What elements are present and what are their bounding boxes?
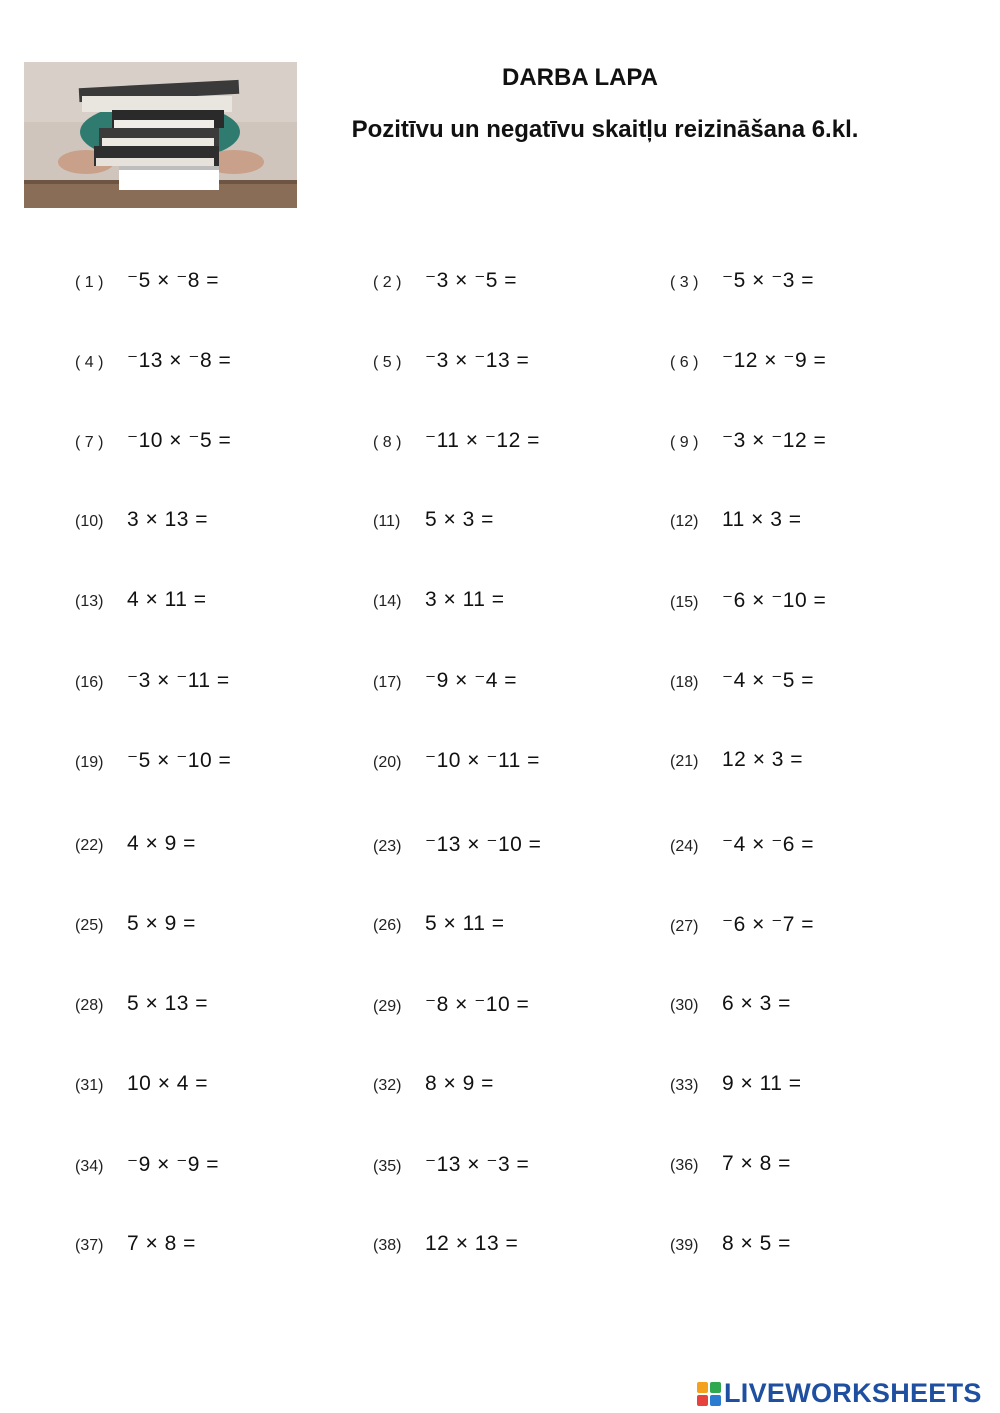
problem-item <box>373 588 505 612</box>
problem-expression: ⁻13 × ⁻3 = <box>425 1153 530 1176</box>
problem-expression: ⁻5 × ⁻8 = <box>127 269 220 292</box>
problem-number: (10) <box>75 513 104 530</box>
problem-number: ( 9 ) <box>670 434 699 451</box>
problem-expression: ⁻6 × ⁻7 = <box>722 913 815 936</box>
problem-number: (26) <box>373 917 402 934</box>
problem-item <box>75 588 207 612</box>
problem-number: (32) <box>373 1077 402 1094</box>
problem-number: (36) <box>670 1157 699 1174</box>
problem-number: (25) <box>75 917 104 934</box>
problem-expression: ⁻6 × ⁻10 = <box>722 589 827 612</box>
liveworksheets-logo-icon <box>697 1382 721 1406</box>
problem-number: (27) <box>670 918 699 935</box>
problem-number: ( 7 ) <box>75 434 104 451</box>
problem-item <box>670 428 826 453</box>
problem-expression: 5 × 13 = <box>127 992 209 1015</box>
problem-expression: ⁻10 × ⁻5 = <box>127 429 232 452</box>
problem-item <box>373 748 540 773</box>
problem-expression: 11 × 3 = <box>722 508 802 531</box>
problem-number: ( 3 ) <box>670 274 699 291</box>
problem-item <box>75 832 196 856</box>
problem-number: (18) <box>670 674 699 691</box>
problem-number: (16) <box>75 674 104 691</box>
problem-number: (22) <box>75 837 104 854</box>
problem-number: (11) <box>373 513 401 530</box>
problem-number: ( 4 ) <box>75 354 104 371</box>
page-title: DARBA LAPA <box>502 64 658 91</box>
problem-expression: 12 × 3 = <box>722 748 804 771</box>
problem-number: ( 6 ) <box>670 354 699 371</box>
problem-expression: ⁻8 × ⁻10 = <box>425 993 530 1016</box>
problem-number: ( 1 ) <box>75 274 104 291</box>
problem-number: ( 8 ) <box>373 434 402 451</box>
problem-number: (38) <box>373 1237 402 1254</box>
problem-item <box>670 348 826 373</box>
problem-number: (14) <box>373 593 402 610</box>
problem-number: (39) <box>670 1237 699 1254</box>
problem-item <box>373 268 517 293</box>
problem-number: (13) <box>75 593 104 610</box>
problem-number: (15) <box>670 594 699 611</box>
problem-expression: 5 × 3 = <box>425 508 494 531</box>
problem-item <box>670 1072 802 1096</box>
problem-expression: 9 × 11 = <box>722 1072 802 1095</box>
problem-item <box>373 508 494 532</box>
problem-number: (30) <box>670 997 699 1014</box>
problem-item <box>75 912 196 936</box>
problem-expression: ⁻9 × ⁻9 = <box>127 1153 220 1176</box>
problem-number: (19) <box>75 754 104 771</box>
problem-number: (23) <box>373 838 402 855</box>
problem-number: (21) <box>670 753 699 770</box>
problem-item <box>75 348 231 373</box>
problem-number: (12) <box>670 513 699 530</box>
problem-expression: ⁻13 × ⁻8 = <box>127 349 232 372</box>
problem-item <box>373 1072 494 1096</box>
problem-item <box>373 1232 518 1256</box>
problem-number: (33) <box>670 1077 699 1094</box>
problem-item <box>75 428 231 453</box>
problem-expression: ⁻3 × ⁻11 = <box>127 669 230 692</box>
problem-item <box>670 588 826 613</box>
problem-item <box>75 668 230 693</box>
problem-expression: 8 × 5 = <box>722 1232 791 1255</box>
problem-number: ( 5 ) <box>373 354 402 371</box>
problem-item <box>373 832 541 857</box>
problem-item <box>373 348 529 373</box>
problem-item <box>75 1072 208 1096</box>
problem-number: ( 2 ) <box>373 274 402 291</box>
problem-expression: ⁻13 × ⁻10 = <box>425 833 542 856</box>
problem-item <box>670 1232 791 1256</box>
problem-item <box>75 1152 219 1177</box>
problem-expression: ⁻3 × ⁻13 = <box>425 349 530 372</box>
problem-number: (31) <box>75 1077 104 1094</box>
problem-number: (34) <box>75 1158 104 1175</box>
problem-item <box>670 668 814 693</box>
problem-expression: ⁻12 × ⁻9 = <box>722 349 827 372</box>
problem-number: (29) <box>373 998 402 1015</box>
problem-expression: 7 × 8 = <box>722 1152 791 1175</box>
problem-item <box>75 268 219 293</box>
liveworksheets-logo[interactable] <box>697 1378 982 1409</box>
problem-number: (24) <box>670 838 699 855</box>
problem-expression: 10 × 4 = <box>127 1072 209 1095</box>
problem-expression: 12 × 13 = <box>425 1232 519 1255</box>
problem-expression: 3 × 13 = <box>127 508 209 531</box>
problem-item <box>670 832 814 857</box>
problem-expression: ⁻4 × ⁻6 = <box>722 833 815 856</box>
problem-expression: 3 × 11 = <box>425 588 505 611</box>
problem-item <box>670 508 802 532</box>
page-subtitle: Pozitīvu un negatīvu skaitļu reizināšana 6.kl. <box>351 116 859 143</box>
problem-number: (35) <box>373 1158 402 1175</box>
problem-number: (17) <box>373 674 402 691</box>
problem-expression: 5 × 11 = <box>425 912 505 935</box>
problem-expression: ⁻4 × ⁻5 = <box>722 669 815 692</box>
problem-expression: 4 × 11 = <box>127 588 207 611</box>
problem-expression: 8 × 9 = <box>425 1072 494 1095</box>
problem-expression: ⁻3 × ⁻12 = <box>722 429 827 452</box>
problem-item <box>670 912 814 937</box>
problem-number: (37) <box>75 1237 104 1254</box>
problem-item <box>373 1152 529 1177</box>
problem-item <box>670 268 814 293</box>
problem-item <box>670 1152 791 1176</box>
problem-number: (20) <box>373 754 402 771</box>
problem-item <box>373 912 505 936</box>
problem-item <box>75 1232 196 1256</box>
logo-text: LIVEWORKSHEETS <box>724 1378 982 1408</box>
problem-item <box>373 668 517 693</box>
problem-expression: 4 × 9 = <box>127 832 196 855</box>
problem-expression: ⁻9 × ⁻4 = <box>425 669 518 692</box>
problem-expression: 5 × 9 = <box>127 912 196 935</box>
problem-item <box>75 748 231 773</box>
problem-expression: ⁻3 × ⁻5 = <box>425 269 518 292</box>
problem-expression: ⁻5 × ⁻10 = <box>127 749 232 772</box>
problem-item <box>670 748 803 772</box>
problem-item <box>75 992 208 1016</box>
problem-item <box>75 508 208 532</box>
problem-expression: ⁻10 × ⁻11 = <box>425 749 540 772</box>
problem-item <box>373 428 540 453</box>
problem-item <box>670 992 791 1016</box>
problem-expression: 6 × 3 = <box>722 992 791 1015</box>
problem-number: (28) <box>75 997 104 1014</box>
problem-expression: ⁻11 × ⁻12 = <box>425 429 540 452</box>
problem-expression: ⁻5 × ⁻3 = <box>722 269 815 292</box>
problem-expression: 7 × 8 = <box>127 1232 196 1255</box>
problem-item <box>373 992 529 1017</box>
